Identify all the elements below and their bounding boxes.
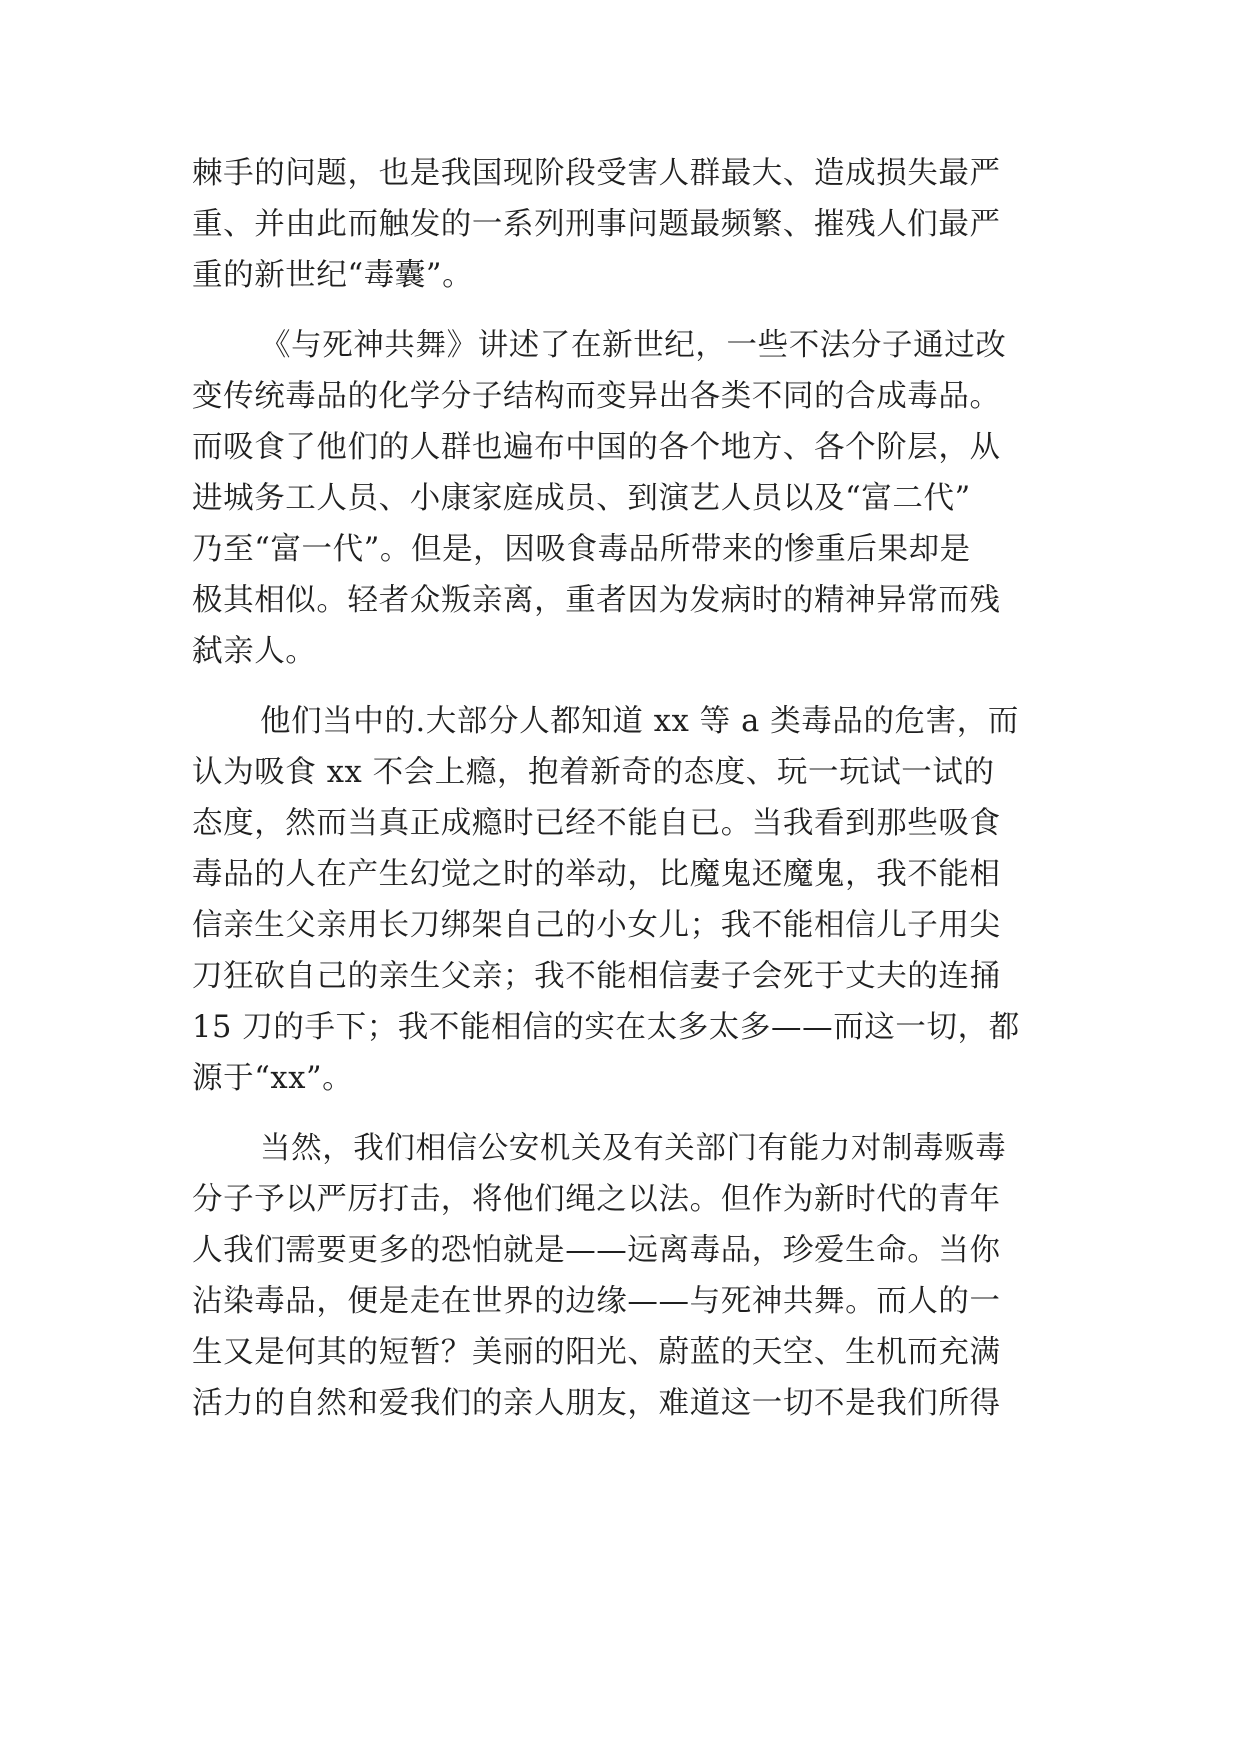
paragraph-4 bbox=[192, 1123, 1052, 1429]
paragraph-3 bbox=[192, 696, 1052, 1104]
text-line: 分子予以严厉打击，将他们绳之以法。但作为新时代的青年 bbox=[192, 1182, 1001, 1217]
text-line: 当然，我们相信公安机关及有关部门有能力对制毒贩毒 bbox=[260, 1131, 1007, 1166]
text-line: 变传统毒品的化学分子结构而变异出各类不同的合成毒品。 bbox=[192, 379, 1001, 414]
text-line: 15 刀的手下；我不能相信的实在太多太多——而这一切，都 bbox=[192, 1010, 1020, 1045]
text-line: 乃至“富一代”。但是，因吸食毒品所带来的惨重后果却是 bbox=[192, 532, 971, 567]
text-line: 《与死神共舞》讲述了在新世纪，一些不法分子通过改 bbox=[260, 328, 1007, 363]
text-line: 源于“xx”。 bbox=[192, 1061, 354, 1096]
paragraph-1 bbox=[192, 148, 1052, 301]
text-line: 认为吸食 xx 不会上瘾，抱着新奇的态度、玩一玩试一试的 bbox=[192, 755, 995, 790]
document-body bbox=[192, 148, 1052, 1429]
text-line: 毒品的人在产生幻觉之时的举动，比魔鬼还魔鬼，我不能相 bbox=[192, 857, 1001, 892]
text-line: 活力的自然和爱我们的亲人朋友，难道这一切不是我们所得 bbox=[192, 1386, 1001, 1421]
text-line: 进城务工人员、小康家庭成员、到演艺人员以及“富二代” bbox=[192, 481, 971, 516]
text-line: 人我们需要更多的恐怕就是——远离毒品，珍爱生命。当你 bbox=[192, 1233, 1001, 1268]
paragraph-2 bbox=[192, 320, 1052, 677]
text-line: 刀狂砍自己的亲生父亲；我不能相信妻子会死于丈夫的连捅 bbox=[192, 959, 1001, 994]
text-line: 沾染毒品，便是走在世界的边缘——与死神共舞。而人的一 bbox=[192, 1284, 1001, 1319]
text-line: 棘手的问题，也是我国现阶段受害人群最大、造成损失最严 bbox=[192, 156, 1001, 191]
text-line: 重的新世纪“毒囊”。 bbox=[192, 258, 474, 293]
text-line: 他们当中的.大部分人都知道 xx 等 a 类毒品的危害，而 bbox=[260, 704, 1019, 739]
text-line: 极其相似。轻者众叛亲离，重者因为发病时的精神异常而残 bbox=[192, 583, 1001, 618]
text-line: 信亲生父亲用长刀绑架自己的小女儿；我不能相信儿子用尖 bbox=[192, 908, 1001, 943]
text-line: 弑亲人。 bbox=[192, 634, 317, 669]
text-line: 重、并由此而触发的一系列刑事问题最频繁、摧残人们最严 bbox=[192, 207, 1001, 242]
text-line: 态度，然而当真正成瘾时已经不能自已。当我看到那些吸食 bbox=[192, 806, 1001, 841]
text-line: 生又是何其的短暂？美丽的阳光、蔚蓝的天空、生机而充满 bbox=[192, 1335, 1001, 1370]
text-line: 而吸食了他们的人群也遍布中国的各个地方、各个阶层，从 bbox=[192, 430, 1001, 465]
